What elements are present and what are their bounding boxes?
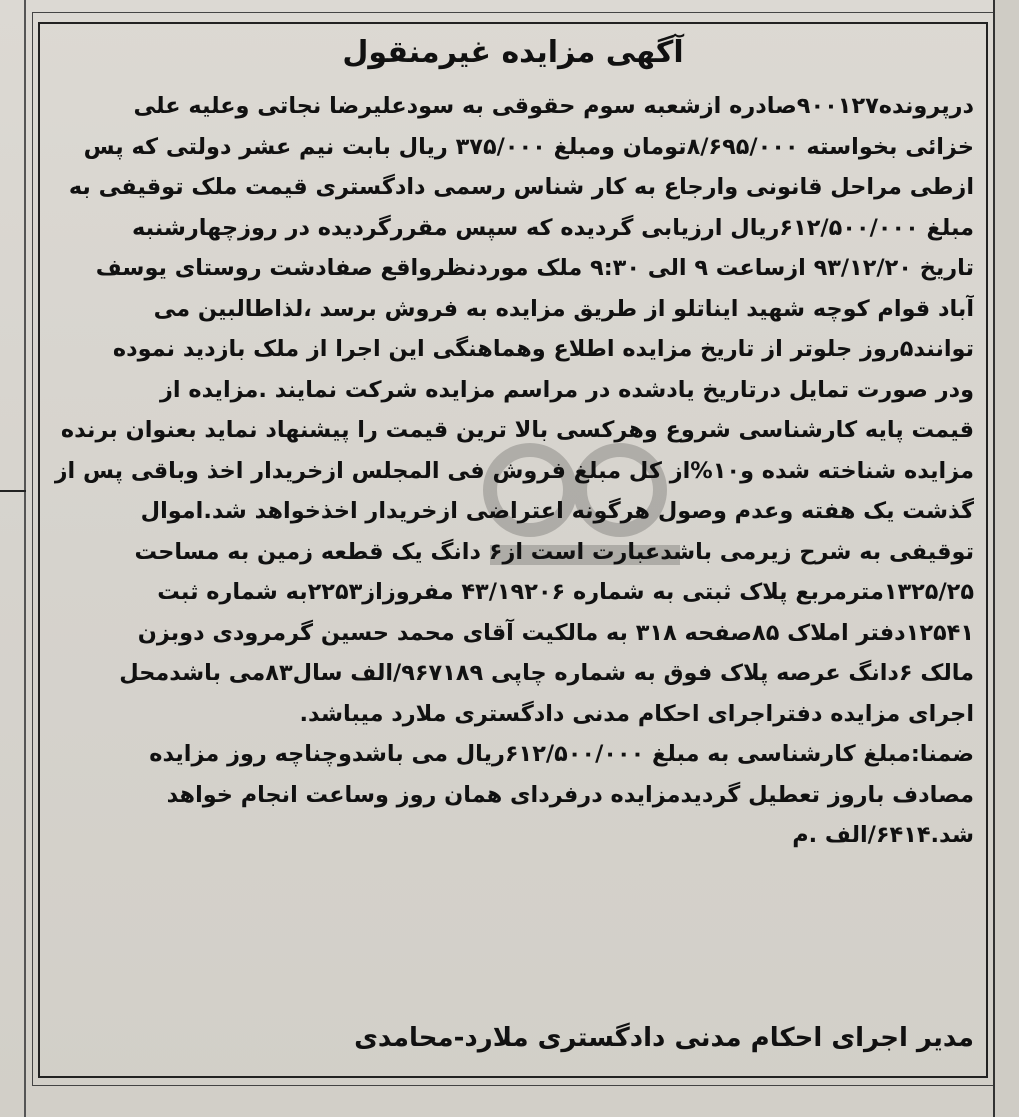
notice-line: ضمنا:مبلغ کارشناسی به مبلغ ۶۱۲/۵۰۰/۰۰۰ریال می باشدوچناچه روز مزایده <box>149 741 974 767</box>
notice-line: گذشت یک هفته وعدم وصول هرگونه اعتراضی ازخریدار اخذخواهد شد.اموال <box>140 498 974 524</box>
notice-line: توانند۵روز جلوتر از تاریخ مزایده اطلاع وهماهنگی این اجرا از ملک بازدید نموده <box>112 336 974 362</box>
notice-line: مزایده شناخته شده و۱۰%از کل مبلغ فروش فی المجلس ازخریدار اخذ وباقی پس از <box>54 457 974 484</box>
notice-signature: مدیر اجرای احکام مدنی دادگستری ملارد-محامدی <box>354 1023 974 1053</box>
notice-line: قیمت پایه کارشناسی شروع وهرکسی بالا ترین قیمت را پیشنهاد نماید بعنوان برنده <box>60 417 974 443</box>
notice-line: آباد قوام کوچه شهید ایناتلو از طریق مزایده به فروش برسد ،لذاطالبین می <box>153 295 974 322</box>
notice-line: مبلغ ۶۱۲/۵۰۰/۰۰۰ریال ارزیابی گردیده که سپس مقررگردیده در روزچهارشنبه <box>132 214 974 241</box>
notice-line: خزائی بخواسته ۸/۶۹۵/۰۰۰تومان ومبلغ ۳۷۵/۰۰۰ ریال بابت نیم عشر دولتی که پس <box>83 133 974 160</box>
right-margin-strip <box>993 0 1019 1117</box>
notice-title: آگهی مزایده غیرمنقول <box>342 35 684 70</box>
notice-line: ودر صورت تمایل درتاریخ یادشده در مراسم مزایده شرکت نمایند .مزایده از <box>160 376 974 403</box>
notice-line: توقیفی به شرح زیرمی باشدعبارت است از۶ دانگ یک قطعه زمین به مساحت <box>134 538 974 565</box>
column-divider-tick <box>0 490 26 492</box>
notice-line: شد.۶۴۱۴/الف .م <box>792 822 974 848</box>
notice-line: ۱۲۵۴۱دفتر املاک ۸۵صفحه ۳۱۸ به مالکیت آقای محمد حسین گرمرودی دوبزن <box>137 619 974 646</box>
notice-line: مالک ۶دانگ عرصه پلاک فوق به شماره چاپی ۹۶۷۱۸۹/الف سال۸۳می باشدمحل <box>119 660 974 686</box>
notice-line: مصادف باروز تعطیل گردیدمزایده درفردای همان روز وساعت انجام خواهد <box>166 781 974 808</box>
notice-line: ازطی مراحل قانونی وارجاع به کار شناس رسمی دادگستری قیمت ملک توقیفی به <box>68 174 974 200</box>
notice-body <box>54 86 974 856</box>
notice-line: اجرای مزایده دفتراجرای احکام مدنی دادگستری ملارد میباشد. <box>299 700 974 727</box>
notice-line: ۱۳۲۵/۲۵مترمربع پلاک ثبتی به شماره ۴۳/۱۹۲۰۶ مفروزاز۲۲۵۳به شماره ثبت <box>157 579 974 605</box>
notice-line: درپرونده۹۰۰۱۲۷صادره ازشعبه سوم حقوقی به سودعلیرضا نجاتی وعلیه علی <box>133 93 974 119</box>
notice-line: تاریخ ۹۳/۱۲/۲۰ ازساعت ۹ الی ۹:۳۰ ملک موردنظرواقع صفادشت روستای یوسف <box>95 255 974 281</box>
column-divider-line <box>24 0 26 1117</box>
